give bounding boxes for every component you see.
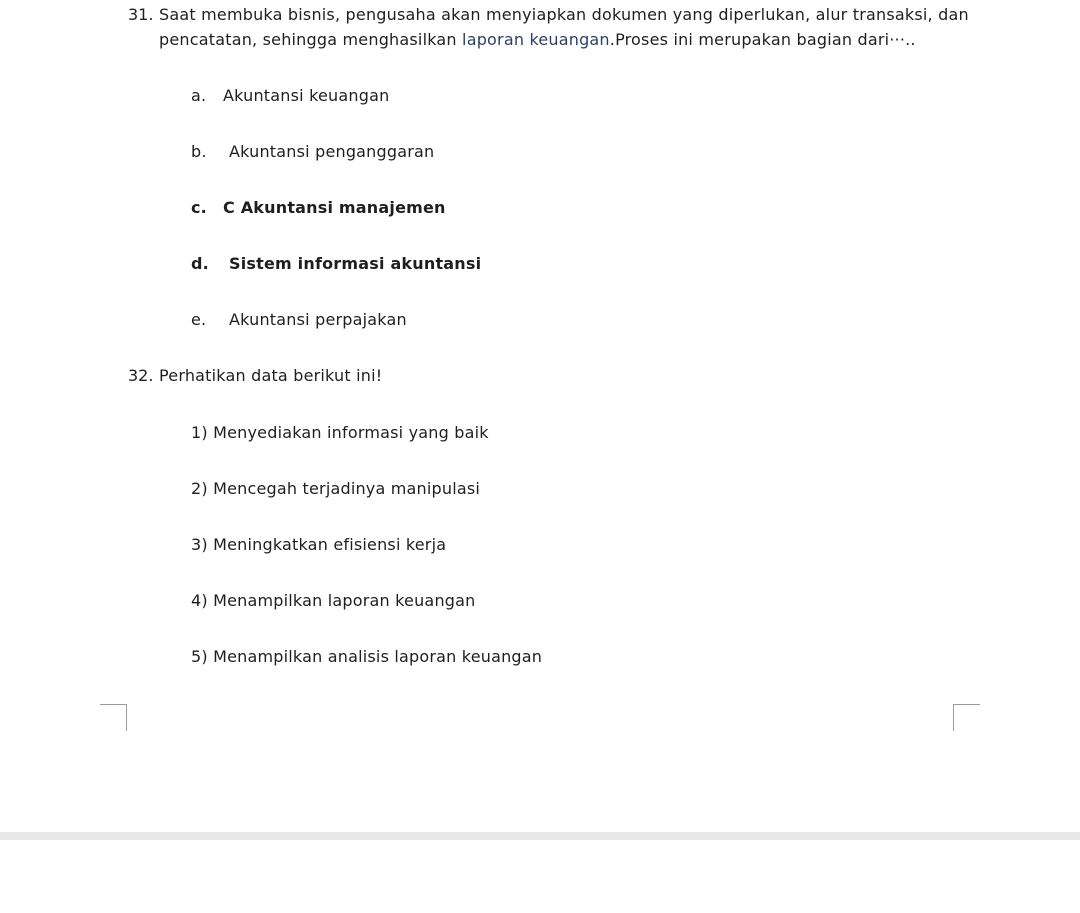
option-e bbox=[191, 310, 407, 329]
question-31-number: 31. bbox=[128, 5, 154, 24]
option-letter: d. bbox=[191, 254, 209, 273]
option-text: Akuntansi perpajakan bbox=[229, 310, 407, 329]
option-text: Sistem informasi akuntansi bbox=[229, 254, 482, 273]
question-32-text: Perhatikan data berikut ini! bbox=[159, 366, 383, 385]
option-text: C Akuntansi manajemen bbox=[223, 198, 446, 217]
option-text: Akuntansi keuangan bbox=[223, 86, 390, 105]
statement-1: 1) Menyediakan informasi yang baik bbox=[191, 423, 489, 442]
option-c bbox=[191, 198, 446, 217]
margin-corner-mark-left bbox=[100, 704, 127, 731]
option-letter: c. bbox=[191, 198, 207, 217]
option-text: Akuntansi penganggaran bbox=[229, 142, 435, 161]
margin-corner-mark-right bbox=[953, 704, 980, 731]
statement-5: 5) Menampilkan analisis laporan keuangan bbox=[191, 647, 543, 666]
question-31-text-line-2-end: .Proses ini merupakan bagian dari···.. bbox=[609, 30, 916, 49]
option-letter: e. bbox=[191, 310, 207, 329]
statement-4: 4) Menampilkan laporan keuangan bbox=[191, 591, 476, 610]
question-31-highlight-term: laporan keuangan bbox=[462, 30, 610, 49]
option-a bbox=[191, 86, 389, 105]
question-31-text-line-2-start: pencatatan, sehingga menghasilkan bbox=[159, 30, 463, 49]
question-32-number: 32. bbox=[128, 366, 154, 385]
option-letter: b. bbox=[191, 142, 207, 161]
option-d bbox=[191, 254, 481, 273]
page-separator bbox=[0, 832, 1080, 840]
option-letter: a. bbox=[191, 86, 207, 105]
option-b bbox=[191, 142, 434, 161]
statement-2: 2) Mencegah terjadinya manipulasi bbox=[191, 479, 481, 498]
statement-3: 3) Meningkatkan efisiensi kerja bbox=[191, 535, 447, 554]
question-31-text-line-1: Saat membuka bisnis, pengusaha akan menyiapkan dokumen yang diperlukan, alur transaksi, dan bbox=[159, 5, 969, 24]
question-31-text-line-2 bbox=[159, 30, 916, 49]
